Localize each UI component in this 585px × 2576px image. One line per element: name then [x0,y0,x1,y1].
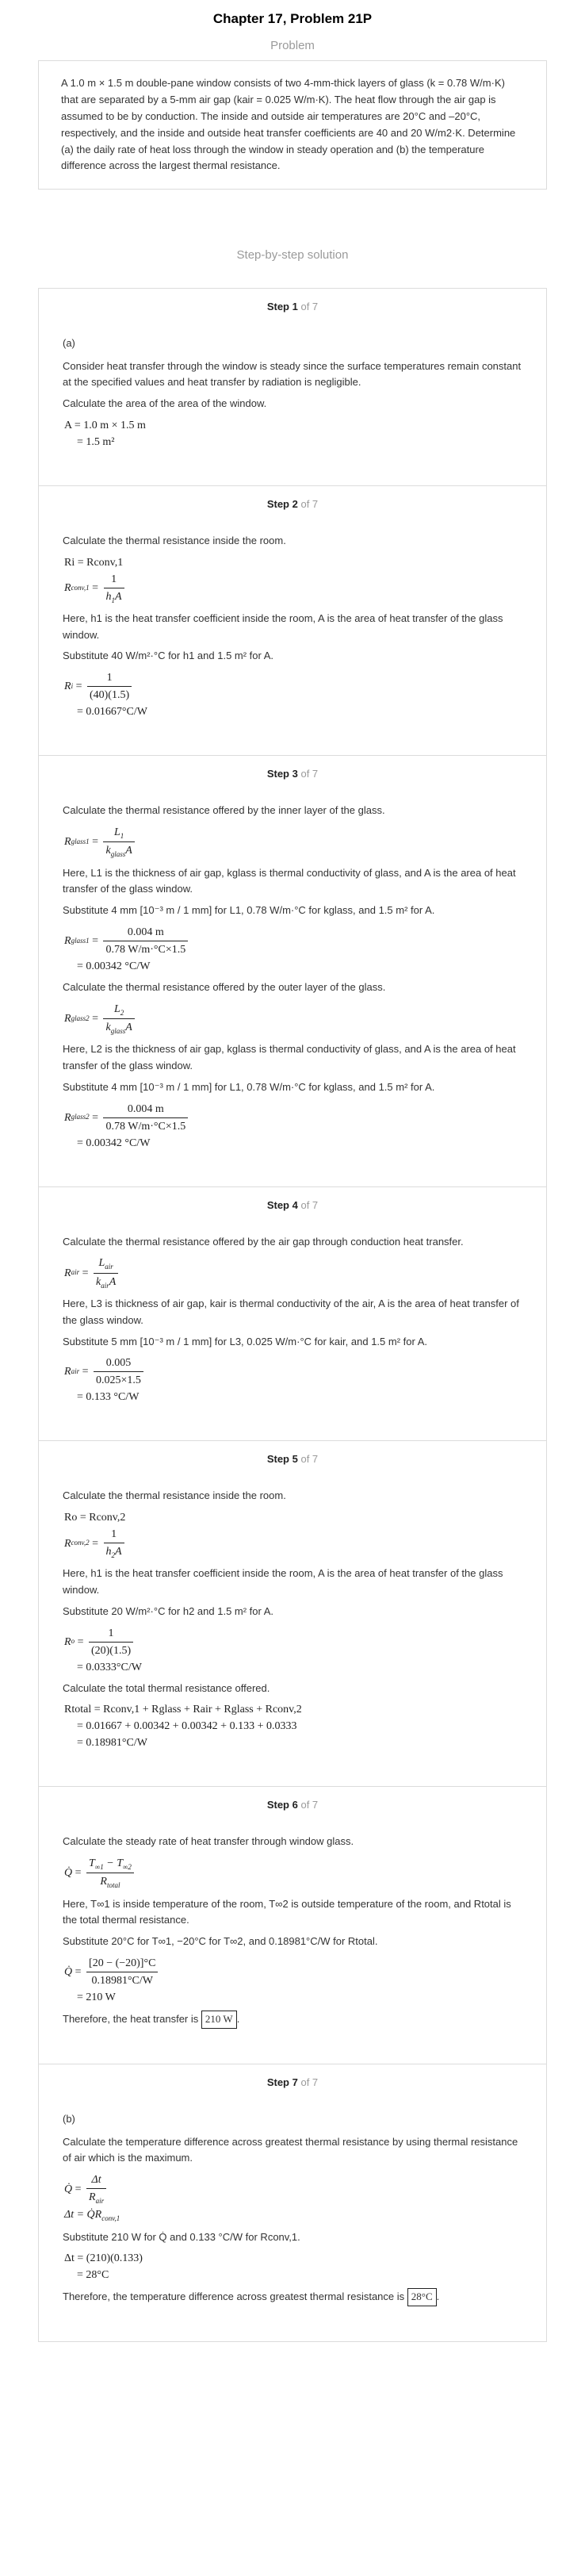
fraction: $\frac{L_1}{k_{glass}A}$ [103,824,134,861]
numerator: 1 [89,1625,133,1643]
step-label: Step 6 [266,1799,298,1811]
equation-line: Ro = Rconv,2 [64,1511,126,1524]
problem-box [38,60,547,190]
numerator: 0.005 [94,1355,143,1372]
equation-line: R conv,1 = $\frac{1}{h_1A}$ [64,571,522,606]
step-text: Calculate the area of the area of the window. [63,397,267,410]
step-header [63,767,522,782]
equation-line: R air = $\frac{0.005}{0.025\times 1.5}$ [64,1355,522,1389]
equation [64,1001,522,1037]
equation-line: = 1.5 m² [77,435,115,448]
final-answer-box: 28°C [407,2288,437,2306]
step-text: Here, h1 is the heat transfer coefficient inside the room, A is the area of heat transfer of the glass window. [63,611,503,641]
fraction: $\frac{1}{h_2A}$ [104,1526,124,1561]
fraction: $\frac{T_{\infty 1} - T_{\infty 2}}{R_{total}}$ [86,1855,134,1892]
equation-line: R conv,2 = $\frac{1}{h_2A}$ [64,1526,522,1561]
equation [64,1355,522,1405]
equation [64,1509,522,1561]
equation-line: R glass2 = $\frac{L_2}{k_{glass}A}$ [64,1001,522,1037]
equation-line: R glass1 = $\frac{L_1}{k_{glass}A}$ [64,824,522,861]
denominator: 0.18981°C/W [91,1975,153,1988]
step-label: Step 5 [266,1453,298,1466]
substitute-text: Substitute 4 mm [10⁻³ m / 1 mm] for L1, 0.78 W/m·°C for kglass, and 1.5 m² for A. [63,904,435,917]
equation-line: R glass2 = $\frac{0.004 m}{0.78 W/m\cdot^\circ C\times 1.5}$ [64,1101,522,1135]
equation-result: = 0.00342 °C/W [77,960,151,972]
equation-result: = 0.00342 °C/W [77,1137,151,1149]
equation [64,1255,522,1291]
equation-line: Δt = (210)(0.133) [64,2252,143,2265]
step-text: Here, L2 is the thickness of air gap, kglass is thermal conductivity of glass, and A is the area of heat transfer of the glass window. [63,1043,516,1072]
fraction: $\frac{1}{h_1A}$ [104,571,124,606]
substitute-text: Substitute 210 W for Q̇ and 0.133 °C/W for Rconv,1. [63,2230,300,2243]
denominator: 0.78 W/m·°C×1.5 [105,943,186,956]
step-header [63,497,522,512]
fraction: $\frac{L_2}{k_{glass}A}$ [103,1001,134,1037]
step-label: Step 3 [266,768,298,780]
denominator: (20)(1.5) [90,1644,132,1657]
final-answer-line: Therefore, the heat transfer is 210 W . [63,2011,522,2029]
step-text: Calculate the thermal resistance inside the room. [63,1489,286,1502]
equation [64,924,522,975]
step-text: Calculate the temperature difference across greatest thermal resistance by using thermal resistance of air which is the maximum. [63,2135,518,2164]
equation-line: A = 1.0 m × 1.5 m [64,419,146,431]
step-text: Here, L3 is thickness of air gap, kair is thermal conductivity of the air, A is the area of heat transfer of the glass window. [63,1297,519,1326]
final-answer-box: 210 W [201,2011,237,2029]
step-text: Here, L1 is the thickness of air gap, kglass is thermal conductivity of glass, and A is the area of heat transfer of the glass window. [63,866,516,895]
step-header [63,1452,522,1467]
substitute-text: Substitute 4 mm [10⁻³ m / 1 mm] for L1, 0.78 W/m·°C for kglass, and 1.5 m² for A. [63,1080,435,1093]
step-header [63,300,522,315]
equation [64,1855,522,1892]
substitute-text: Substitute 5 mm [10⁻³ m / 1 mm] for L3, 0.025 W/m·°C for kair, and 1.5 m² for A. [63,1335,427,1347]
part-label: (b) [63,2112,75,2125]
equation-result: = 0.0333°C/W [77,1661,142,1673]
step-5 [39,1440,546,1786]
chapter-title: Chapter 17, Problem 21P [212,11,373,26]
denominator: 0.025×1.5 [95,1374,141,1387]
fraction [94,1355,143,1389]
denominator: (40)(1.5) [89,689,130,702]
denominator: 0.78 W/m·°C×1.5 [105,1120,186,1133]
fraction [89,1625,133,1659]
equation-result: = 0.133 °C/W [77,1391,140,1404]
final-answer-text: Therefore, the temperature difference across greatest thermal resistance is [63,2290,405,2303]
equation-line: $\Delta t = Q̇R_{conv,1}$ [64,2209,120,2223]
final-answer-text: Therefore, the heat transfer is [63,2013,199,2026]
step-text: Consider heat transfer through the window is steady since the surface temperatures remain constant at the specified values and heat transfer by radiation is negligible. [63,359,522,389]
step-label: Step 1 [266,300,298,312]
fraction [103,924,188,958]
step-text: Calculate the thermal resistance offered by the outer layer of the glass. [63,980,386,993]
step-of-total: of 7 [300,1198,319,1211]
fraction: $\frac{\Delta t}{R_{air}}$ [86,2172,106,2206]
equation-line: Rtotal = Rconv,1 + Rglass + Rair + Rglass + Rconv,2 [64,1704,302,1716]
step-of-total: of 7 [300,768,319,780]
substitute-text: Substitute 20 W/m²·°C for h2 and 1.5 m² for A. [63,1604,274,1617]
step-of-total: of 7 [300,300,319,312]
equation [64,554,522,606]
step-header [63,1798,522,1813]
step-2 [39,485,546,755]
problem-text: A 1.0 m × 1.5 m double-pane window consists of two 4-mm-thick layers of glass (k = 0.78 W/m·K) that are separated by a 5-mm air gap (kair = 0.025 W/m·K). The heat flow through the air gap is assumed to be by conduction. The inside and outside air temperatures are 20°C and –20°C, respectively, and the inside and outside heat transfer coefficients are 40 and 20 W/m2·K. Determine (a) the daily rate of heat loss through the window in steady operation and (b) the temperature difference across the largest thermal resistance. [61,77,516,172]
step-7 [39,2064,546,2341]
part-label: (a) [63,336,75,349]
step-3 [39,755,546,1186]
substitute-text: Substitute 20°C for T∞1, −20°C for T∞2, and 0.18981°C/W for Rtotal. [63,1935,378,1948]
numerator: 0.004 m [103,1101,188,1118]
equation [64,1101,522,1152]
equation [64,824,522,861]
steps-container [38,288,547,2342]
step-4 [39,1186,546,1441]
step-text: Calculate the thermal resistance offered by the inner layer of the glass. [63,804,385,817]
fraction [87,669,132,703]
step-text: Calculate the steady rate of heat transfer through window glass. [63,1835,354,1848]
equation-line: R i = $\frac{1}{(40)(1.5)}$ [64,669,522,703]
equation [64,417,522,450]
step-of-total: of 7 [300,2076,319,2088]
equation-line: R o = $\frac{1}{(20)(1.5)}$ [64,1625,522,1659]
step-6 [39,1786,546,2063]
substitute-text: Substitute 40 W/m²·°C for h1 and 1.5 m² for A. [63,650,274,662]
equation [64,669,522,720]
step-text: Calculate the thermal resistance inside the room. [63,534,286,546]
step-text: Calculate the thermal resistance offered by the air gap through conduction heat transfer. [63,1235,464,1248]
equation-result: = 0.18981°C/W [77,1737,147,1750]
problem-label: Problem [270,38,315,52]
step-text: Here, h1 is the heat transfer coefficient inside the room, A is the area of heat transfer of the glass window. [63,1567,503,1597]
equation [64,1701,522,1751]
equation-result: = 210 W [77,1991,116,2004]
step-header [63,2076,522,2091]
step-1 [39,289,546,485]
equation-line: R glass1 = $\frac{0.004 m}{0.78 W/m\cdot^\circ C\times 1.5}$ [64,924,522,958]
numerator: 1 [87,669,132,687]
step-label: Step 2 [266,497,298,510]
step-text: Here, T∞1 is inside temperature of the room, T∞2 is outside temperature of the room, and Rtotal is the total thermal resistance. [63,1897,511,1926]
step-label: Step 4 [266,1198,298,1211]
equation-result: = 0.01667°C/W [77,706,147,719]
equation [64,1625,522,1676]
equation [64,2250,522,2283]
numerator: 0.004 m [103,924,188,941]
final-answer-line: Therefore, the temperature difference across greatest thermal resistance is 28°C . [63,2288,522,2306]
step-of-total: of 7 [300,1799,319,1811]
step-of-total: of 7 [300,1453,319,1466]
equation-line: Ri = Rconv,1 [64,556,124,569]
equation-line: Q̇ = $\frac{[20 - (-20)]^\circ C}{0.18981^\circ C/W}$ [64,1955,522,1989]
equation-line: Q̇ = $\frac{T_{\infty 1} - T_{\infty 2}}{R_{total}}$ [64,1855,522,1892]
equation [64,1955,522,2006]
equation-line: R air = $\frac{L_{air}}{k_{air}A}$ [64,1255,522,1291]
step-text: Calculate the total thermal resistance offered. [63,1681,270,1694]
solution-label: Step-by-step solution [236,248,349,263]
step-header [63,1198,522,1213]
numerator: [20 − (−20)]°C [86,1955,158,1972]
step-label: Step 7 [266,2076,298,2088]
equation [64,2172,522,2225]
equation-line: = 0.01667 + 0.00342 + 0.00342 + 0.133 + 0.0333 [77,1720,297,1733]
fraction [86,1955,158,1989]
fraction [103,1101,188,1135]
step-of-total: of 7 [300,497,319,510]
fraction: $\frac{L_{air}}{k_{air}A}$ [94,1255,118,1291]
equation-result: = 28°C [77,2269,109,2282]
equation-line: Q̇ = $\frac{\Delta t}{R_{air}}$ [64,2172,522,2206]
